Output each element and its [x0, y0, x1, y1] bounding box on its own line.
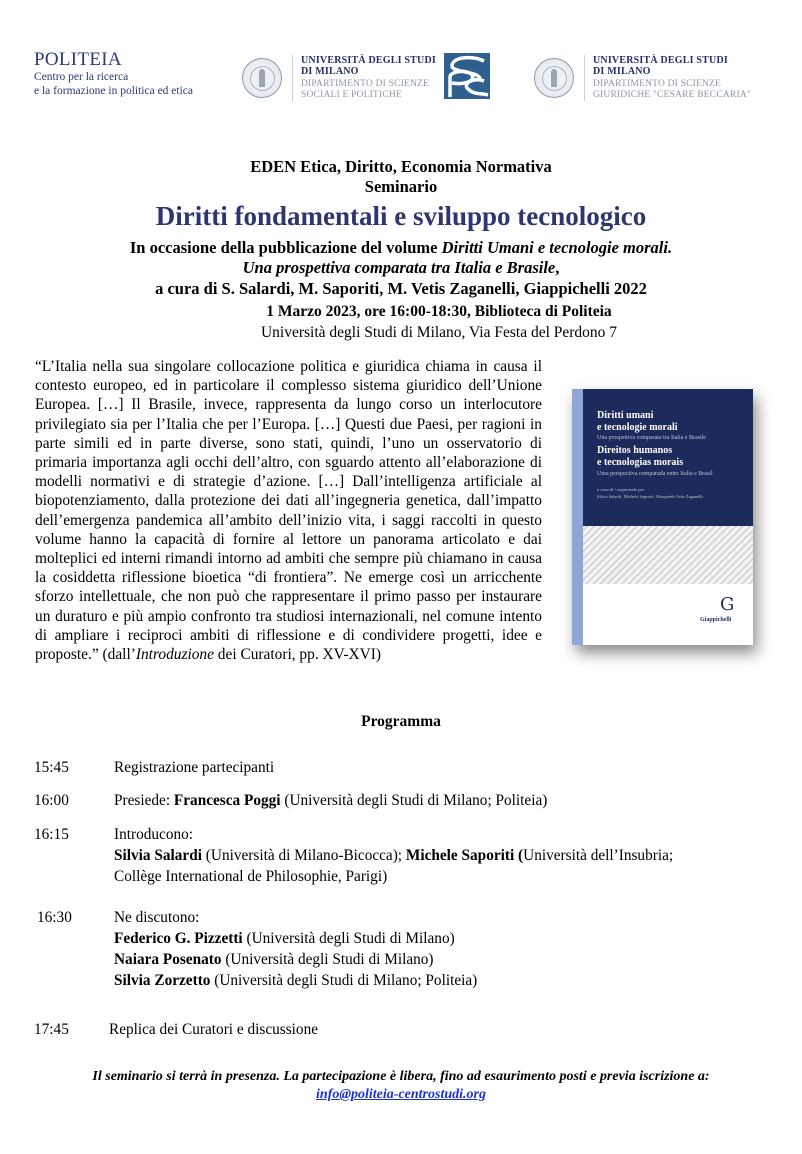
cover-title-it: Diritti umani e tecnologie morali	[597, 410, 678, 433]
department-line-2: SOCIALI E POLITICHE	[301, 90, 402, 100]
cover-subtitle-it: Una prospettiva comparata tra Italia e Brasile	[597, 435, 706, 441]
book-quote	[35, 357, 542, 664]
cover-editors: Silvia Salardi, Michele Saporiti, Margareth Vetis Zaganelli	[597, 494, 703, 499]
cover-title-pt: Direitos humanos e tecnologias morais	[597, 445, 684, 468]
book-title-part-1: Diritti Umani e tecnologie morali.	[441, 238, 673, 257]
book-title-part-2: Una prospettiva comparata tra Italia e Brasile	[242, 258, 556, 277]
programme-title: Programma	[361, 713, 441, 730]
book-cover-image	[572, 389, 753, 645]
politeia-tagline-2: e la formazione in politica ed etica	[34, 85, 194, 97]
department-line-2: GIURIDICHE "CESARE BECCARIA"	[593, 90, 751, 100]
programme-time: 16:15	[34, 826, 69, 843]
speaker-name: Silvia Zorzetto	[114, 972, 211, 989]
university-name: UNIVERSITÀ DEGLI STUDI	[593, 55, 728, 66]
speaker-name: Silvia Salardi	[114, 847, 202, 864]
unimi-sps-logo	[242, 55, 436, 101]
speakers-continuation: Collège International de Philosophie, Parigi)	[114, 868, 388, 885]
quote-source-italic: Introduzione	[135, 646, 214, 664]
logo-divider	[584, 55, 585, 101]
book-spine	[572, 389, 583, 645]
programme-label: Presiede: Francesca Poggi (Università degli Studi di Milano; Politeia)	[114, 792, 548, 809]
speaker-line	[114, 950, 434, 970]
programme-time: 16:00	[34, 792, 69, 809]
programme-label: Replica dei Curatori e discussione	[109, 1021, 319, 1038]
registration-notice	[0, 1068, 802, 1104]
programme-label: Ne discutono:	[114, 909, 200, 926]
university-name: UNIVERSITÀ DEGLI STUDI	[301, 55, 436, 66]
speaker-affiliation: (Università degli Studi di Milano)	[221, 951, 434, 968]
politeia-logo	[34, 50, 193, 98]
politeia-name: POLITEIA	[34, 49, 122, 70]
unimi-giur-logo	[534, 55, 751, 101]
notice-text: Il seminario si terrà in presenza. La partecipazione è libera, fino ad esaurimento posti e previa iscrizione a:	[92, 1069, 710, 1084]
speaker-name: Michele Saporiti (	[405, 847, 524, 864]
book-cover-pattern	[583, 526, 753, 584]
university-seal-icon	[534, 58, 574, 98]
cover-subtitle-pt: Uma perspectiva comparada entre Italia e Brasil	[597, 471, 713, 477]
email-link[interactable]: info@politeia-centrostudi.org	[316, 1087, 486, 1102]
department-line-1: DIPARTIMENTO DI SCIENZE	[301, 79, 430, 89]
politeia-tagline-1: Centro per la ricerca	[34, 71, 129, 83]
speaker-affiliation: Università dell’Insubria;	[523, 847, 674, 864]
page-title: Diritti fondamentali e sviluppo tecnologico	[155, 201, 647, 231]
sps-logo-icon	[444, 53, 490, 99]
university-city: DI MILANO	[593, 66, 651, 77]
speaker-line	[114, 971, 477, 991]
occasion-line-2	[0, 258, 802, 278]
event-kind: Seminario	[364, 177, 438, 196]
programme-time: 15:45	[34, 759, 69, 776]
speaker-affiliation: (Università di Milano-Bicocca);	[201, 847, 406, 864]
series-title: EDEN Etica, Diritto, Economia Normativa	[250, 157, 552, 176]
programme-time: 16:30	[37, 909, 72, 926]
occasion-prefix: In occasione della pubblicazione del volume	[129, 238, 442, 257]
editors-line: a cura di S. Salardi, M. Saporiti, M. Vetis Zaganelli, Giappichelli 2022	[155, 279, 647, 298]
speaker-name: Francesca Poggi	[173, 792, 281, 809]
speaker-name: Federico G. Pizzetti	[114, 930, 243, 947]
programme-label: Registrazione partecipanti	[114, 759, 275, 776]
occasion-line	[0, 238, 802, 258]
publisher-logo-icon: G	[720, 594, 735, 615]
quote-source-rest: dei Curatori, pp. XV-XVI)	[213, 646, 381, 664]
quote-text: “L’Italia nella sua singolare collocazione politica e giuridica chiama in causa il contesto europeo, ed in particolare il complesso sistema giuridico dell’Unione Europea. […] Il Brasile, invece, rappresenta da lungo corso un interlocutore privilegiato sia per l’Italia che per l’Europa. […] Questi due Paesi, per ragioni in parte simili ed in parte diverse, sono stati, quindi, l’uno un osservatorio di primaria importanza agli occhi dell’altro, con sguardo attento all’elaborazione di modelli normativi e di strategie d’azione. […] Dall’intelligenza artificiale al biopotenziamento, dalla protezione dei dati all’ingegneria genetica, dall’impatto dell’emergenza pandemica all’ambito dell’inizio vita, i saggi raccolti in questo volume hanno la capacità di fornire al lettore un panorama articolato e dai molteplici ed interni rimandi intorno ad ambiti che sempre più chiamano in causa la cosiddetta riflessione bioetica “di frontiera”. Ne emerge così un arricchente sforzo intellettuale, che non può che rappresentare il primo passo per instaurare un duraturo e più ampio confronto tra studiosi internazionali, nel comune intento di ampliare i reciproci ambiti di riflessione e di condividere progetti, idee e proposte.” (dall’	[35, 358, 542, 664]
university-city: DI MILANO	[301, 66, 359, 77]
speaker-name: Naiara Posenato	[114, 951, 222, 968]
date-time-place: 1 Marzo 2023, ore 16:00-18:30, Biblioteca di Politeia	[266, 303, 612, 320]
address: Università degli Studi di Milano, Via Festa del Perdono 7	[260, 324, 618, 341]
programme-label: Introducono:	[114, 826, 194, 843]
university-seal-icon	[242, 58, 282, 98]
publisher-name: Giappichelli	[700, 617, 732, 623]
speaker-line	[114, 929, 455, 949]
logo-divider	[292, 55, 293, 101]
department-line-1: DIPARTIMENTO DI SCIENZE	[593, 79, 722, 89]
speaker-affiliation: (Università degli Studi di Milano; Politeia)	[280, 792, 548, 809]
programme-time: 17:45	[34, 1021, 69, 1038]
speakers-line	[114, 846, 673, 866]
cover-editors-label: a cura di / organizado por	[597, 487, 645, 492]
speaker-affiliation: (Università degli Studi di Milano)	[242, 930, 455, 947]
speaker-affiliation: (Università degli Studi di Milano; Politeia)	[210, 972, 478, 989]
comma: ,	[555, 258, 560, 277]
